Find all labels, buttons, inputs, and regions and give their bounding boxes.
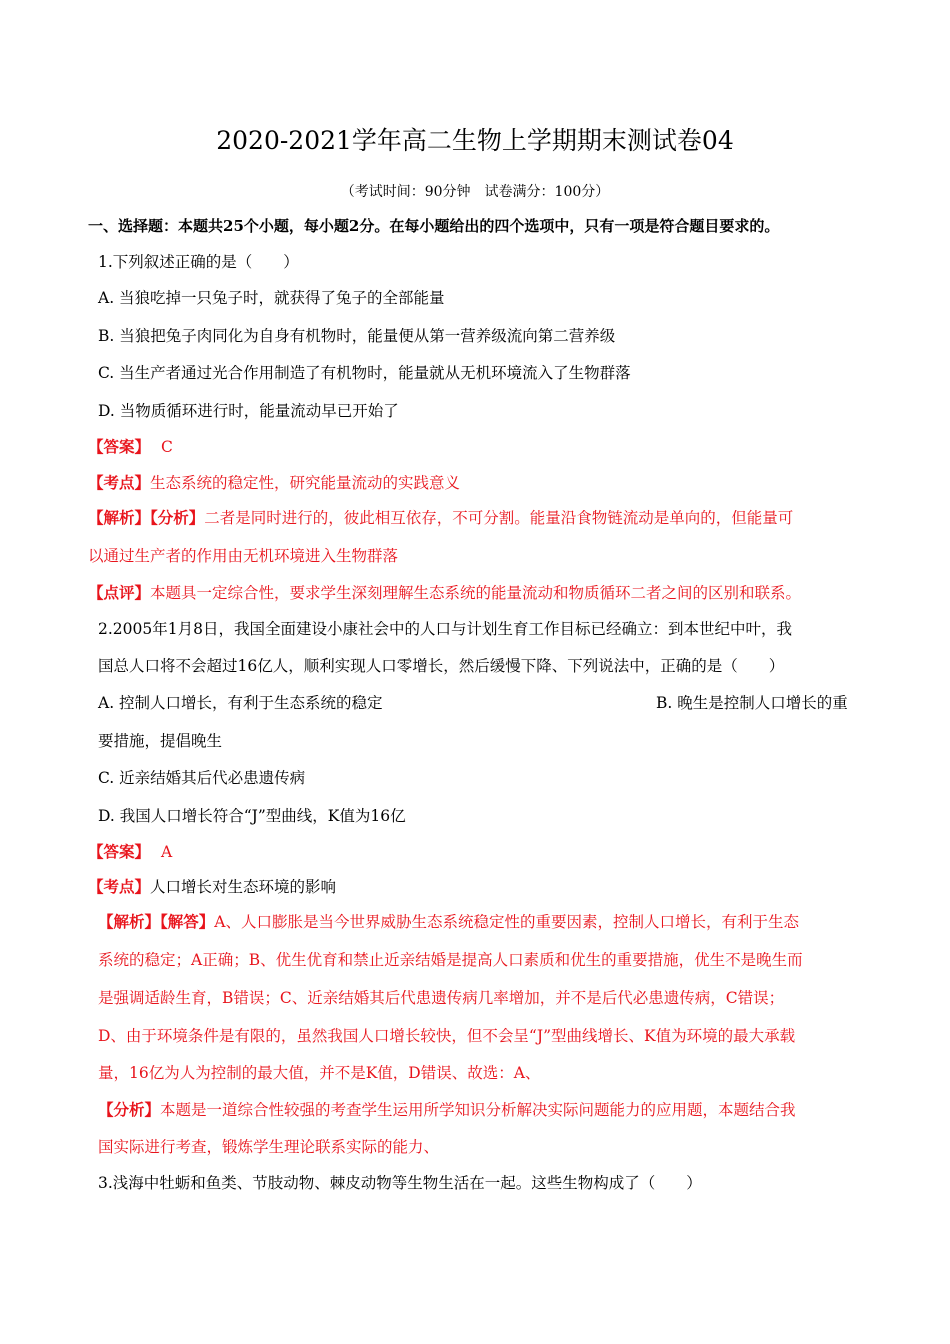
q1-answer	[88, 435, 173, 459]
q2-point	[88, 875, 336, 899]
q2-analysis-line-2: 系统的稳定；A正确；B、优生优育和禁止近亲结婚是提高人口素质和优生的重要措施，优生不是晚生而	[98, 951, 803, 969]
q1-option-a: A. 当狼吃掉一只兔子时，就获得了兔子的全部能量	[98, 289, 445, 307]
q1-comment-tag: 【点评】	[88, 583, 151, 602]
exam-subtitle: （考试时间：90分钟 试卷满分：100分）	[340, 184, 610, 200]
q2-analysis-line-1	[98, 910, 799, 934]
q2-point-tag: 【考点】	[88, 877, 151, 896]
q1-analysis-tag: 【解析】【分析】	[88, 508, 205, 527]
q2-analysis-line-3: 是强调适龄生育，B错误；C、近亲结婚其后代患遗传病几率增加，并不是后代必患遗传病，C错误；	[98, 989, 785, 1007]
q2-stem-line-2: 国总人口将不会超过16亿人，顺利实现人口零增长，然后缓慢下降、下列说法中，正确的是（ ）	[98, 657, 785, 675]
q1-analysis-line-2: 以通过生产者的作用由无机环境进入生物群落	[88, 547, 399, 565]
q1-answer-tag: 【答案】	[88, 437, 151, 456]
q2-fenxi-text-1: 本题是一道综合性较强的考查学生运用所学知识分析解决实际问题能力的应用题，本题结合我	[160, 1101, 796, 1119]
exam-title: 2020-2021学年高二生物上学期期末测试卷04	[216, 126, 734, 155]
section-heading: 一、选择题：本题共25个小题，每小题2分。在每小题给出的四个选项中，只有一项是符合题目要求的。	[88, 217, 780, 235]
q1-comment	[88, 581, 801, 605]
q2-analysis-line-4: D、由于环境条件是有限的，虽然我国人口增长较快，但不会呈“J”型曲线增长、K值为环境的最大承载	[98, 1027, 796, 1045]
q2-answer-tag: 【答案】	[88, 842, 151, 861]
q3-stem: 3.浅海中牡蛎和鱼类、节肢动物、棘皮动物等生物生活在一起。这些生物构成了（ ）	[98, 1174, 702, 1192]
q1-stem: 1.下列叙述正确的是（ ）	[98, 253, 299, 271]
q1-option-b: B. 当狼把兔子肉同化为自身有机物时，能量便从第一营养级流向第二营养级	[98, 327, 616, 345]
q1-comment-text: 本题具一定综合性，要求学生深刻理解生态系统的能量流动和物质循环二者之间的区别和联系。	[150, 584, 802, 602]
q2-answer	[88, 840, 172, 864]
q2-fenxi-line-1	[98, 1098, 796, 1122]
q1-analysis-line-1	[88, 506, 793, 530]
q2-point-text: 人口增长对生态环境的影响	[150, 878, 337, 896]
q1-point	[88, 471, 460, 495]
q2-fenxi-line-2: 国实际进行考查，锻炼学生理论联系实际的能力、	[98, 1138, 440, 1156]
q2-answer-value: A	[160, 843, 173, 861]
q1-answer-value: C	[160, 438, 173, 456]
q2-analysis-tag: 【解析】【解答】	[98, 912, 215, 931]
q2-fenxi-tag: 【分析】	[98, 1100, 161, 1119]
q2-option-d: D. 我国人口增长符合“J”型曲线，K值为16亿	[98, 807, 406, 825]
q2-option-b-line-2: 要措施，提倡晚生	[98, 732, 223, 750]
q2-option-c: C. 近亲结婚其后代必患遗传病	[98, 769, 306, 787]
q2-option-b-line-1: B. 晚生是控制人口增长的重	[656, 694, 848, 712]
q2-option-a: A. 控制人口增长，有利于生态系统的稳定	[98, 694, 383, 712]
q1-point-text: 生态系统的稳定性，研究能量流动的实践意义	[150, 474, 461, 492]
q1-analysis-text-1: 二者是同时进行的，彼此相互依存，不可分割。能量沿食物链流动是单向的，但能量可	[204, 509, 794, 527]
q2-analysis-line-5: 量，16亿为人为控制的最大值，并不是K值，D错误、故选：A、	[98, 1064, 541, 1082]
q2-analysis-text-1: A、人口膨胀是当今世界威胁生态系统稳定性的重要因素，控制人口增长，有利于生态	[214, 913, 799, 931]
q2-stem-line-1: 2.2005年1月8日，我国全面建设小康社会中的人口与计划生育工作目标已经确立：到本世纪中叶，我	[98, 620, 792, 638]
q1-option-c: C. 当生产者通过光合作用制造了有机物时，能量就从无机环境流入了生物群落	[98, 364, 631, 382]
q1-option-d: D. 当物质循环进行时，能量流动早已开始了	[98, 402, 399, 420]
q1-point-tag: 【考点】	[88, 473, 151, 492]
